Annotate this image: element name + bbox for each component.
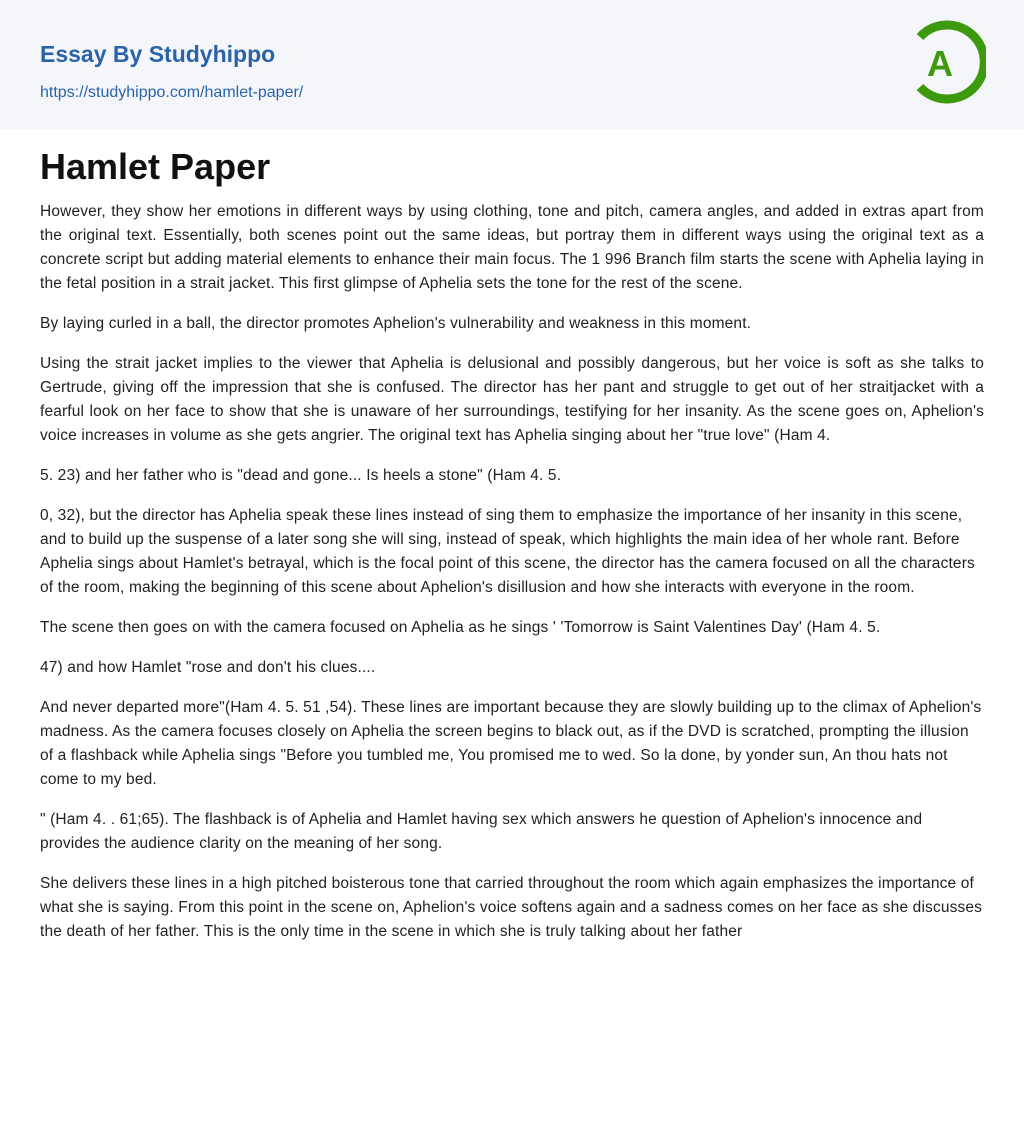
essay-paragraph: She delivers these lines in a high pitched boisterous tone that carried throughout the room which again emphasizes the importance of what she is saying. From this point in the scene on, Aphelion's voice softens again and a sadness comes on her face as she discusses the death of her father. This is the only time in the scene in which she is truly talking about her father: [40, 875, 983, 940]
essay-paragraph: However, they show her emotions in different ways by using clothing, tone and pitch, camera angles, and added in extras apart from the original text. Essentially, both scenes point out the same ideas, but portray them in different ways using the original text as a concrete script but adding material elements to enhance their main focus. The 1 996 Branch film starts the scene with Aphelia laying in the fetal position in a strait jacket. This first glimpse of Aphelia sets the tone for the rest of the scene.: [40, 203, 984, 292]
site-header: [0, 0, 1024, 129]
logo-letter: A: [927, 43, 953, 84]
essay-paragraph: 47) and how Hamlet "rose and don't his clues....: [40, 659, 376, 676]
essay-paragraph: The scene then goes on with the camera focused on Aphelia as he sings ' 'Tomorrow is Saint Valentines Day' (Ham 4. 5.: [40, 619, 881, 636]
essay-url-link[interactable]: https://studyhippo.com/hamlet-paper/: [40, 84, 304, 101]
site-title: Essay By Studyhippo: [40, 41, 276, 67]
page-title: Hamlet Paper: [40, 146, 271, 187]
essay-paragraph: By laying curled in a ball, the director promotes Aphelion's vulnerability and weakness in this moment.: [40, 315, 752, 332]
essay-paragraph: Using the strait jacket implies to the viewer that Aphelia is delusional and possibly dangerous, but her voice is soft as she talks to Gertrude, giving off the impression that she is confused. The director has her pant and struggle to get out of her straitjacket with a fearful look on her face to show that she is unaware of her surroundings, testifying for her insanity. As the scene goes on, Aphelion's voice increases in volume as she gets angrier. The original text has Aphelia singing about her "true love" (Ham 4.: [40, 355, 984, 444]
essay-paragraph: " (Ham 4. . 61;65). The flashback is of Aphelia and Hamlet having sex which answers he question of Aphelion's innocence and provides the audience clarity on the meaning of her song.: [40, 811, 923, 852]
essay-paragraph: And never departed more"(Ham 4. 5. 51 ,54). These lines are important because they are slowly building up to the climax of Aphelion's madness. As the camera focuses closely on Aphelia the screen begins to black out, as if the DVD is scratched, prompting the illusion of a flashback while Aphelia sings "Before you tumbled me, You promised me to wed. So la done, by yonder sun, An thou hats not come to my bed.: [40, 699, 982, 788]
essay-paragraph: 5. 23) and her father who is "dead and gone... Is heels a stone" (Ham 4. 5.: [40, 467, 562, 484]
essay-body: [40, 200, 984, 960]
essay-paragraph: 0, 32), but the director has Aphelia speak these lines instead of sing them to emphasize the importance of her insanity in this scene, and to build up the suspense of a later song she will sing, instead of speak, which highlights the main idea of her whole rant. Before Aphelia sings about Hamlet's betrayal, which is the focal point of this scene, the director has the camera focused on all the characters of the room, making the beginning of this scene about Aphelion's disillusion and how she interacts with everyone in the room.: [40, 507, 975, 596]
studyhippo-logo-icon[interactable]: [912, 19, 986, 105]
